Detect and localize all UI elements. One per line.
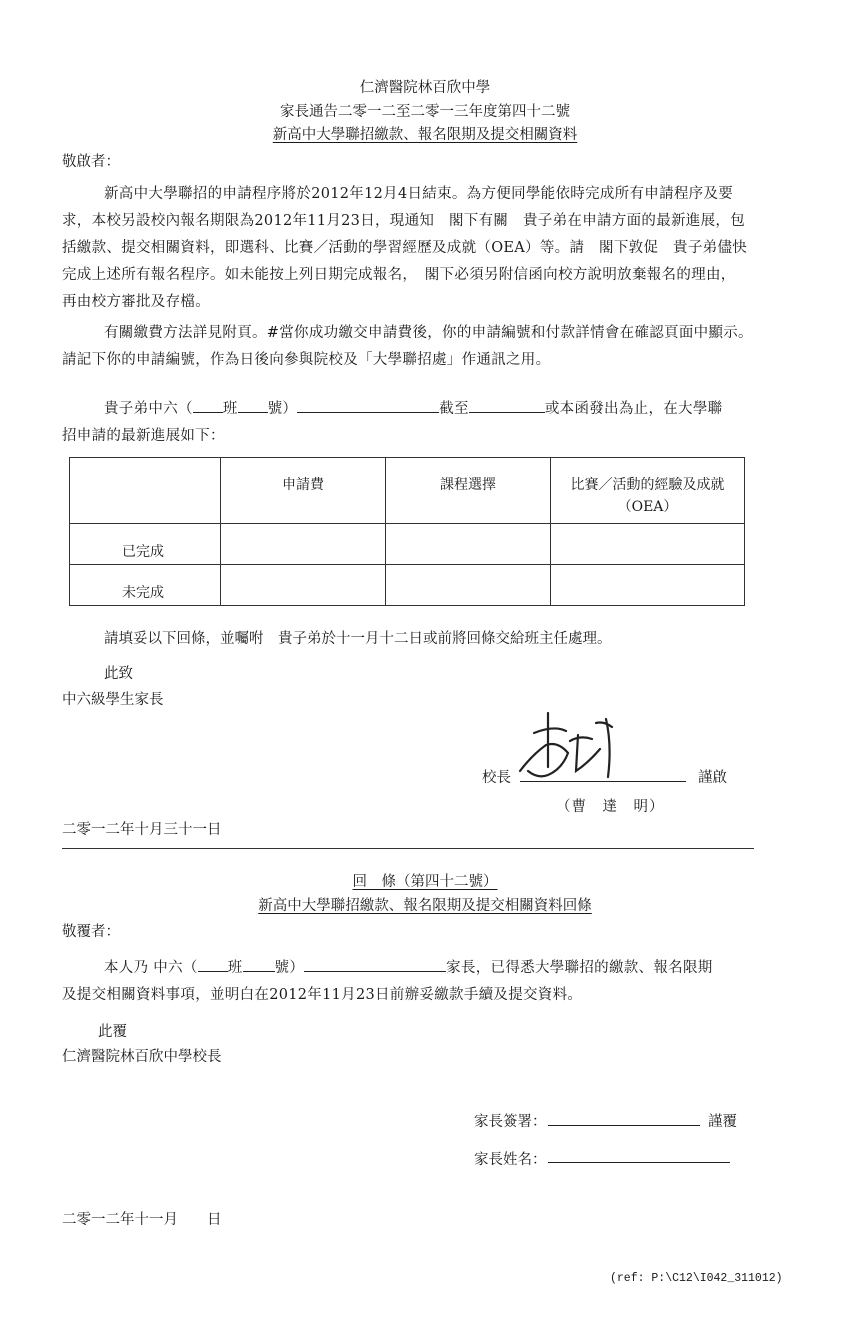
reply-date: 二零一二年十一月 日 (62, 1212, 222, 1228)
reply-student-name-blank (304, 957, 446, 972)
paragraph-1: 新高中大學聯招的申請程序將於2012年12月4日結束。為方便同學能依時完成所有申請程序及要 求，本校另設校內報名期限為2012年11月23日，現通知 閣下有關 貴子弟在申請方面的最新進展，包 括繳款、提交相關資料，即選科、比賽／活動的學習經歷及成就（OEA）等。請 閣下敦促 貴子弟儘快 完成上述所有報名程序。如未能按上列日期完成報名， 閣下必須另附信函向校方說明放棄報名的理由， 再由校方審批及存檔。 (62, 186, 748, 310)
principal-signature-image (508, 705, 628, 785)
table-corner-cell (70, 458, 221, 524)
principal-label: 校長 (482, 770, 511, 786)
date-blank (469, 398, 545, 413)
table-cell (386, 524, 551, 565)
paragraph-3: 貴子弟中六（ 班 號） 截至 或本函發出為止，在大學聯 招申請的最新進展如下： (62, 396, 762, 450)
reply-class-blank (198, 957, 228, 972)
parent-name-line (548, 1162, 730, 1163)
class-blank (193, 398, 223, 413)
parent-name-label: 家長姓名： (474, 1152, 547, 1168)
reply-closing: 此覆 (98, 1024, 127, 1040)
reply-paragraph: 本人乃 中六（ 班 號） 家長，已得悉大學聯招的繳款、報名限期 及提交相關資料事項，並明白在2012年11月23日前辦妥繳款手續及提交資料。 (62, 955, 762, 1009)
student-name-blank (297, 398, 439, 413)
reply-title: 回 條（第四十二號） (352, 874, 498, 890)
parent-signature-label: 家長簽署： (474, 1114, 547, 1130)
reply-number-blank (243, 957, 275, 972)
table-cell (221, 524, 386, 565)
table-cell (221, 565, 386, 606)
row-label-not-completed: 未完成 (70, 565, 221, 606)
instruction-text: 請填妥以下回條，並囑咐 貴子弟於十一月十二日或前將回條交給班主任處理。 (104, 631, 612, 647)
principal-name: （曹 達 明） (556, 799, 665, 815)
notice-subject: 新高中大學聯招繳款、報名限期及提交相關資料 (272, 127, 578, 143)
reply-word: 謹覆 (708, 1114, 737, 1130)
header-application-fee: 申請費 (221, 458, 386, 524)
cut-line (62, 848, 754, 849)
table-cell (386, 565, 551, 606)
principal-signature-line (520, 781, 686, 782)
school-name: 仁濟醫院林百欣中學 (359, 80, 491, 96)
parent-signature-line (548, 1125, 700, 1126)
respectfully-text: 謹啟 (698, 770, 727, 786)
notice-number: 家長通告二零一二至二零一三年度第四十二號 (280, 104, 570, 120)
salutation: 敬啟者： (62, 154, 120, 170)
row-label-completed: 已完成 (70, 524, 221, 565)
paragraph-2: 有關繳費方法詳見附頁。#當你成功繳交申請費後，你的申請編號和付款詳情會在確認頁面中顯示。 請記下你的申請編號，作為日後向參與院校及「大學聯招處」作通訊之用。 (62, 325, 753, 368)
notice-date: 二零一二年十月三十一日 (62, 822, 222, 838)
header-programme-choice: 課程選擇 (386, 458, 551, 524)
progress-table (69, 457, 745, 606)
reply-recipient: 仁濟醫院林百欣中學校長 (62, 1049, 222, 1065)
header-oea: 比賽／活動的經驗及成就 （OEA） (551, 458, 745, 524)
table-row (70, 524, 745, 565)
recipient-text: 中六級學生家長 (62, 692, 164, 708)
table-cell (551, 524, 745, 565)
reply-salutation: 敬覆者： (62, 924, 120, 940)
closing-text: 此致 (104, 666, 133, 682)
reference-code: (ref: P:\C12\I042_311012) (610, 1272, 783, 1285)
table-row (70, 565, 745, 606)
table-cell (551, 565, 745, 606)
table-header-row (70, 458, 745, 524)
reply-subject: 新高中大學聯招繳款、報名限期及提交相關資料回條 (258, 898, 592, 914)
number-blank (238, 398, 268, 413)
